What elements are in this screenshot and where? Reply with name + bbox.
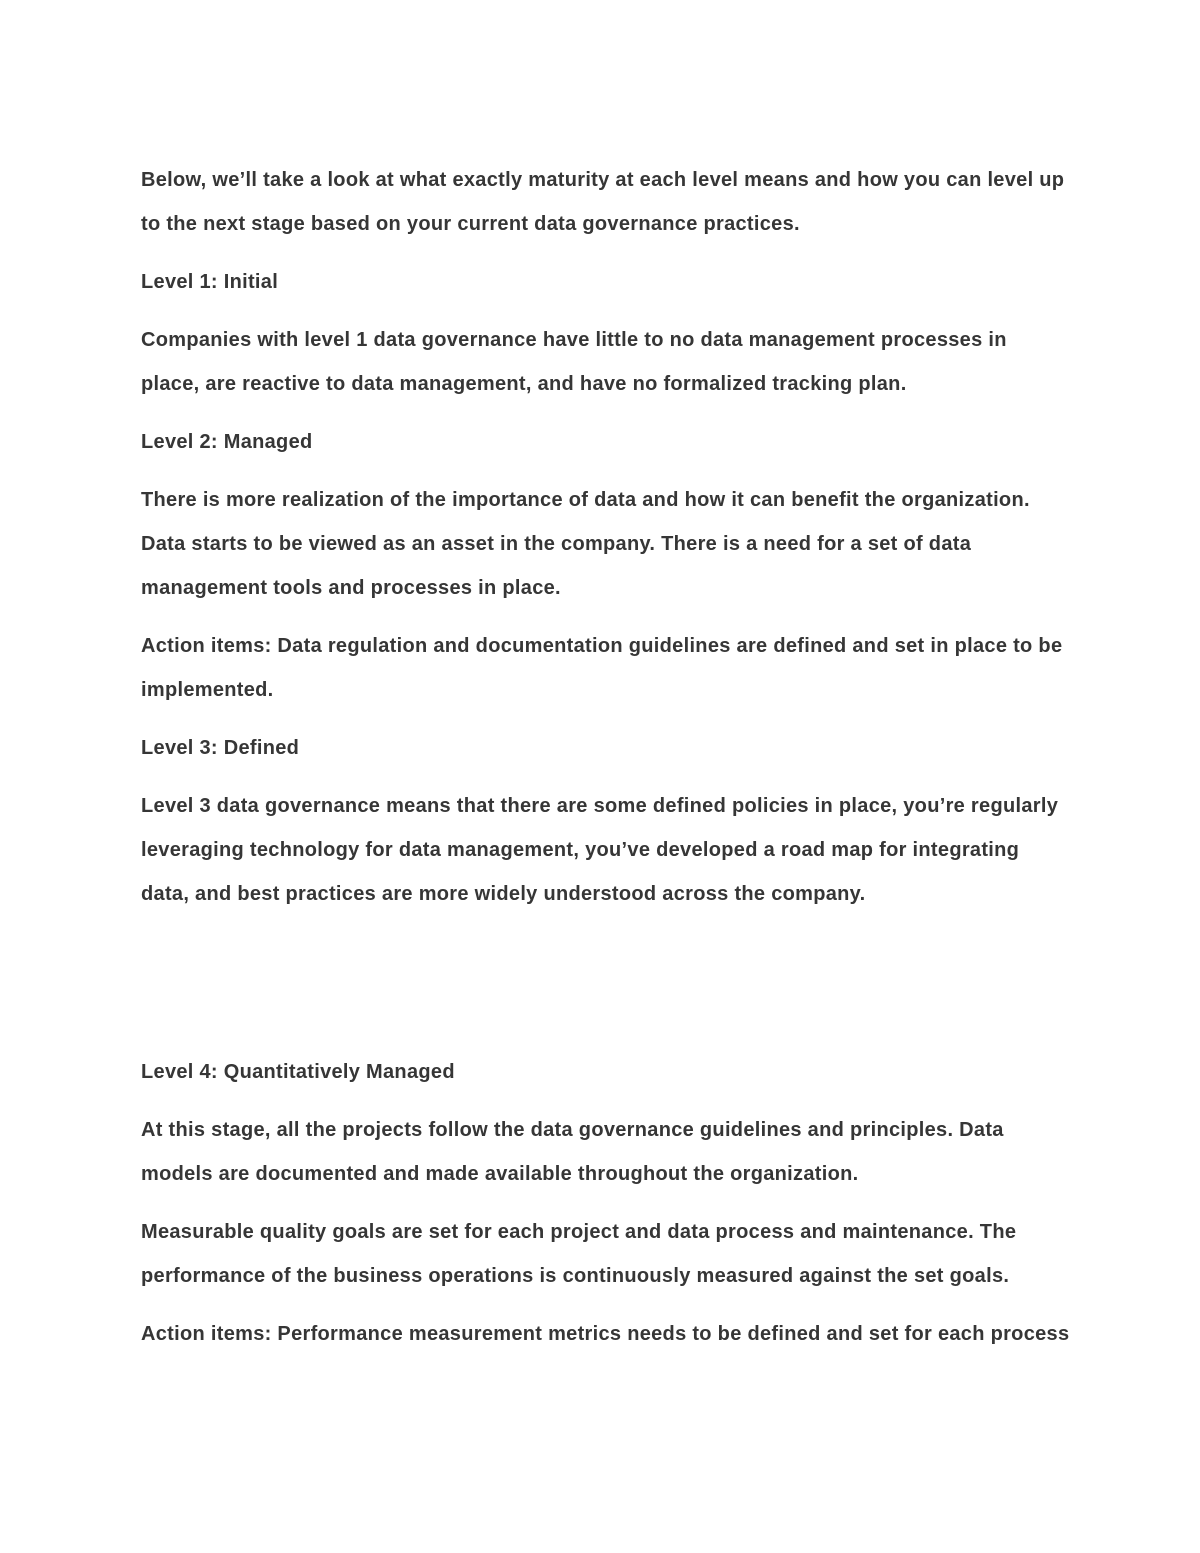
level-1-heading: Level 1: Initial bbox=[141, 271, 279, 293]
level-2-action-items: Action items: Data regulation and documentation guidelines are defined and set in place to be implemented. bbox=[141, 635, 1063, 701]
level-4-paragraph: At this stage, all the projects follow the data governance guidelines and principles. Data models are documented and made available throughout the organization. bbox=[141, 1119, 1004, 1185]
level-2-heading: Level 2: Managed bbox=[141, 431, 313, 453]
level-4-action-items: Action items: Performance measurement metrics needs to be defined and set for each process bbox=[141, 1323, 1070, 1345]
level-1-paragraph: Companies with level 1 data governance have little to no data management processes in place, are reactive to data management, and have no formalized tracking plan. bbox=[141, 329, 1007, 395]
intro-paragraph: Below, we’ll take a look at what exactly maturity at each level means and how you can level up to the next stage based on your current data governance practices. bbox=[141, 169, 1065, 235]
level-4-heading: Level 4: Quantitatively Managed bbox=[141, 1061, 455, 1083]
level-3-heading: Level 3: Defined bbox=[141, 737, 300, 759]
level-2-paragraph: There is more realization of the importance of data and how it can benefit the organization. Data starts to be viewed as an asset in the company. There is a need for a set of data management tools and processes in place. bbox=[141, 489, 1030, 599]
level-3-paragraph: Level 3 data governance means that there are some defined policies in place, you’re regularly leveraging technology for data management, you’ve developed a road map for integrating data, and best practices are more widely understood across the company. bbox=[141, 795, 1059, 905]
level-4-paragraph-2: Measurable quality goals are set for each project and data process and maintenance. The performance of the business operations is continuously measured against the set goals. bbox=[141, 1221, 1017, 1287]
document-content bbox=[141, 158, 1071, 1356]
